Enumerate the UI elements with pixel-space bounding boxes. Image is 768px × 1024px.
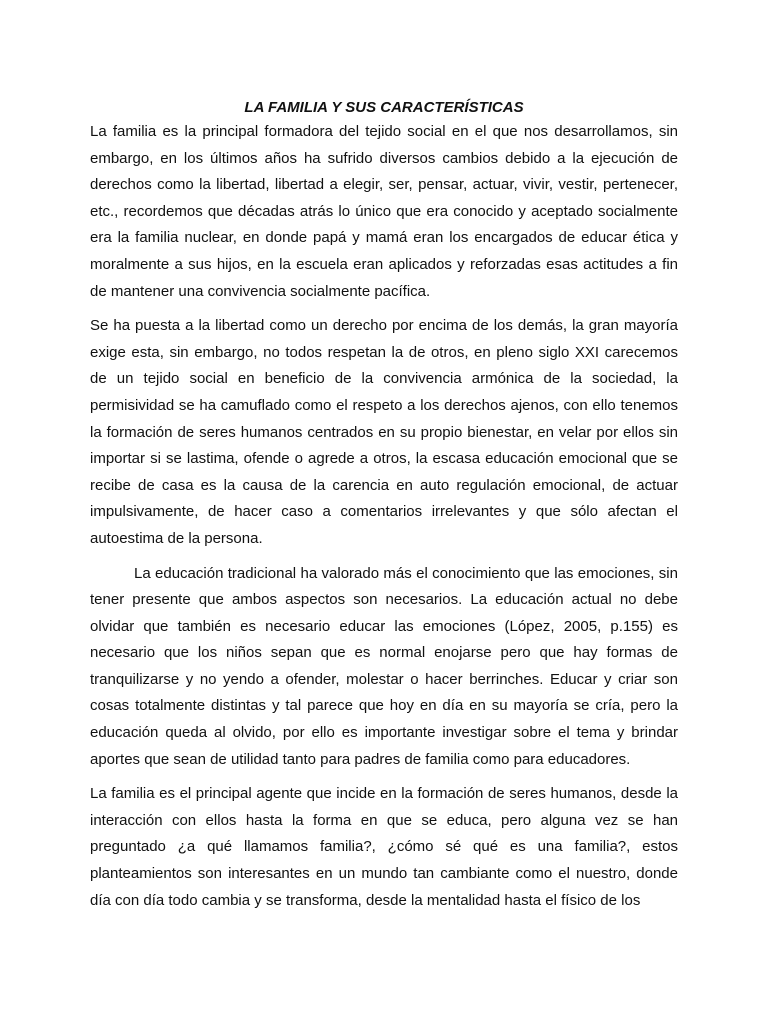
paragraph-2: Se ha puesta a la libertad como un derecho por encima de los demás, la gran mayoría exige esta, sin embargo, no todos respetan la de otros, en pleno siglo XXI carecemos de un tejido social en beneficio de la convivencia armónica de la sociedad, la permisividad se ha camuflado como el respeto a los derechos ajenos, con ello tenemos la formación de seres humanos centrados en su propio bienestar, en velar por ellos sin importar si se lastima, ofende o agrede a otros, la escasa educación emocional que se recibe de casa es la causa de la carencia en auto regulación emocional, de actuar impulsivamente, de hacer caso a comentarios irrelevantes y que sólo afectan el autoestima de la persona. — [90, 317, 678, 547]
paragraph-4: La familia es el principal agente que incide en la formación de seres humanos, desde la interacción con ellos hasta la forma en que se educa, pero alguna vez se han preguntado ¿a qué llamamos familia?, ¿cómo sé qué es una familia?, estos planteamientos son interesantes en un mundo tan cambiante como el nuestro, donde día con día todo cambia y se transforma, desde la mentalidad hasta el físico de los — [90, 785, 678, 909]
document-title: LA FAMILIA Y SUS CARACTERÍSTICAS — [244, 99, 524, 116]
paragraph-1: La familia es la principal formadora del tejido social en el que nos desarrollamos, sin embargo, en los últimos años ha sufrido diversos cambios debido a la ejecución de derechos como la libertad, libertad a elegir, ser, pensar, actuar, vivir, vestir, pertenecer, etc., recordemos que décadas atrás lo único que era conocido y aceptado socialmente era la familia nuclear, en donde papá y mamá eran los encargados de educar ética y moralmente a sus hijos, en la escuela eran aplicados y reforzadas esas actitudes a fin de mantener una convivencia socialmente pacífica. — [90, 123, 678, 300]
paragraph-3: La educación tradicional ha valorado más el conocimiento que las emociones, sin tener presente que ambos aspectos son necesarios. La educación actual no debe olvidar que también es necesario educar las emociones (López, 2005, p.155) es necesario que los niños sepan que es normal enojarse pero que hay formas de tranquilizarse y no yendo a ofender, molestar o hacer berrinches. Educar y criar son cosas totalmente distintas y tal parece que hoy en día en su mayoría se cría, pero la educación queda al olvido, por ello es importante investigar sobre el tema y brindar aportes que sean de utilidad tanto para padres de familia como para educadores. — [90, 564, 678, 768]
document-body — [90, 97, 678, 922]
